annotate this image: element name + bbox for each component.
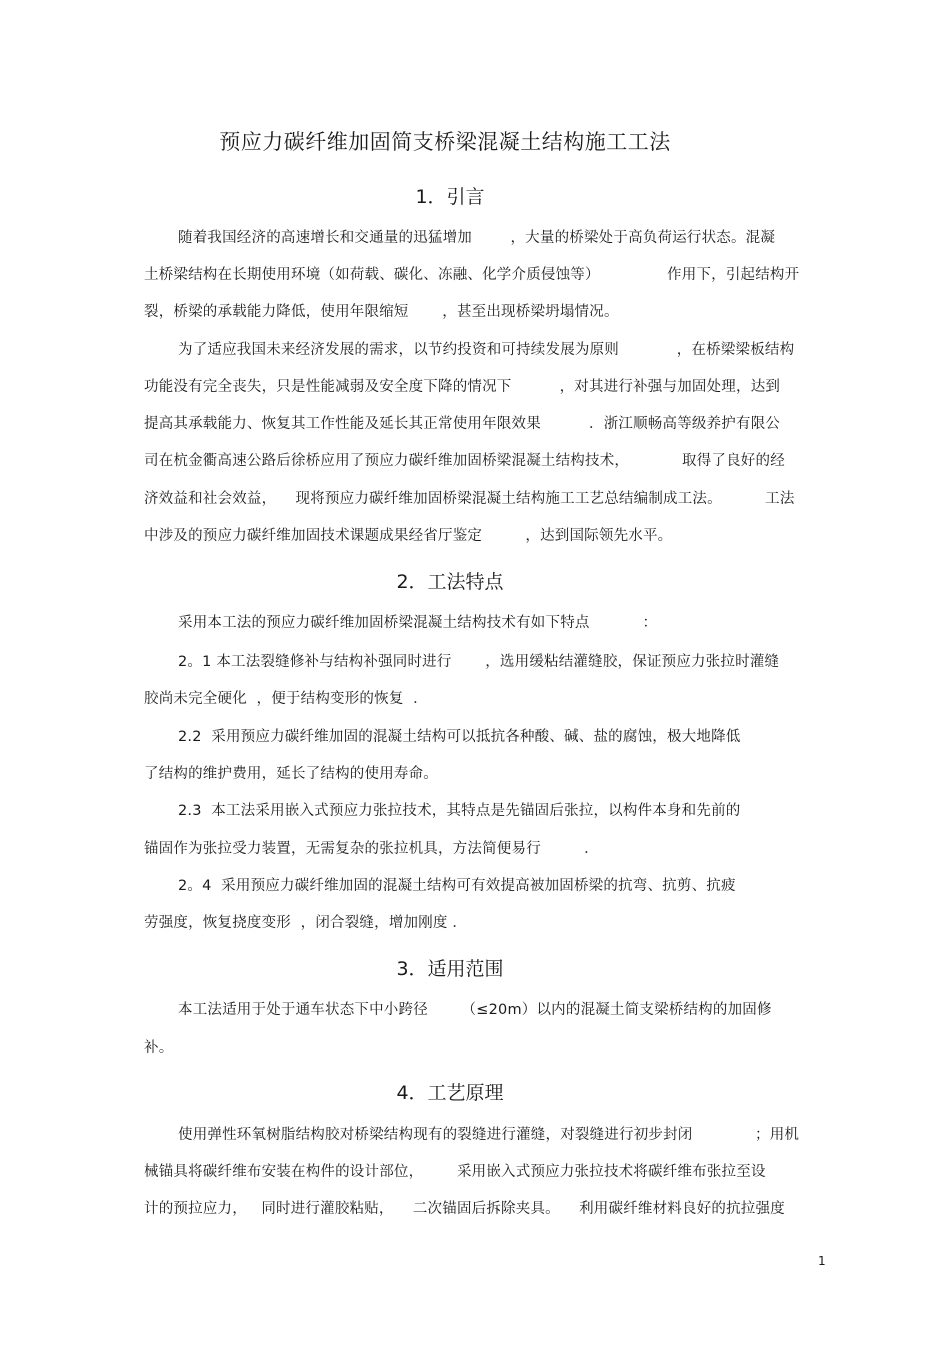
section-heading-features: 2．工法特点 bbox=[396, 571, 504, 593]
paragraph-line: 劳强度，恢复挠度变形 ，闭合裂缝，增加刚度 ． bbox=[144, 915, 468, 931]
paragraph-line: 提高其承载能力、恢复其工作性能及延长其正常使用年限效果 ．浙江顺畅高等级养护有限公 bbox=[144, 416, 781, 432]
paragraph-line: 械锚具将碳纤维布安装在构件的设计部位， 采用嵌入式预应力张拉技术将碳纤维布张拉至设 bbox=[144, 1164, 766, 1180]
paragraph-line: 采用本工法的预应力碳纤维加固桥梁混凝土结构技术有如下特点 ： bbox=[178, 615, 658, 631]
section-heading-scope: 3．适用范围 bbox=[396, 958, 504, 980]
paragraph-line: 中涉及的预应力碳纤维加固技术课题成果经省厅鉴定 ，达到国际领先水平。 bbox=[144, 528, 673, 544]
paragraph-line: 锚固作为张拉受力装置，无需复杂的张拉机具，方法简便易行 ． bbox=[144, 841, 599, 857]
paragraph-line: 土桥梁结构在长期使用环境（如荷载、碳化、冻融、化学介质侵蚀等） 作用下，引起结构开 bbox=[144, 267, 800, 283]
paragraph-line: 本工法适用于处于通车状态下中小跨径 （≤20m）以内的混凝土简支梁桥结构的加固修 bbox=[178, 1002, 772, 1018]
paragraph-line: 2.3 本工法采用嵌入式预应力张拉技术，其特点是先锚固后张拉，以构件本身和先前的 bbox=[178, 803, 741, 819]
paragraph-line: 2。1 本工法裂缝修补与结构补强同时进行 ，选用缓粘结灌缝胶，保证预应力张拉时灌缝 bbox=[178, 654, 780, 670]
paragraph-line: 2.2 采用预应力碳纤维加固的混凝土结构可以抵抗各种酸、碱、盐的腐蚀，极大地降低 bbox=[178, 729, 741, 745]
paragraph-line: 2。4 采用预应力碳纤维加固的混凝土结构可有效提高被加固桥梁的抗弯、抗剪、抗疲 bbox=[178, 878, 736, 894]
paragraph-line: 补。 bbox=[144, 1040, 174, 1056]
document-title: 预应力碳纤维加固简支桥梁混凝土结构施工工法 bbox=[219, 130, 671, 154]
paragraph-line: 裂，桥梁的承载能力降低，使用年限缩短 ，甚至出现桥梁坍塌情况。 bbox=[144, 304, 619, 320]
paragraph-line: 使用弹性环氧树脂结构胶对桥梁结构现有的裂缝进行灌缝，对裂缝进行初步封闭 ；用机 bbox=[178, 1127, 800, 1143]
paragraph-line: 计的预拉应力， 同时进行灌胶粘贴， 二次锚固后拆除夹具。 利用碳纤维材料良好的抗拉强度 bbox=[144, 1201, 785, 1217]
paragraph-line: 司在杭金衢高速公路后徐桥应用了预应力碳纤维加固桥梁混凝土结构技术， 取得了良好的经 bbox=[144, 453, 785, 469]
paragraph-line: 随着我国经济的高速增长和交通量的迅猛增加 ，大量的桥梁处于高负荷运行状态。混凝 bbox=[178, 230, 776, 246]
paragraph-line: 济效益和社会效益， 现将预应力碳纤维加固桥梁混凝土结构施工工艺总结编制成工法。 工法 bbox=[144, 491, 795, 507]
paragraph-line: 功能没有完全丧失，只是性能减弱及安全度下降的情况下 ，对其进行补强与加固处理，达到 bbox=[144, 379, 781, 395]
page-number: 1 bbox=[818, 1254, 826, 1268]
paragraph-line: 胶尚未完全硬化 ，便于结构变形的恢复 ． bbox=[144, 691, 428, 707]
section-heading-intro: 1．引言 bbox=[415, 186, 485, 208]
paragraph-line: 了结构的维护费用，延长了结构的使用寿命。 bbox=[144, 766, 438, 782]
section-heading-principle: 4．工艺原理 bbox=[396, 1082, 504, 1104]
paragraph-line: 为了适应我国未来经济发展的需求，以节约投资和可持续发展为原则 ，在桥梁梁板结构 bbox=[178, 342, 795, 358]
